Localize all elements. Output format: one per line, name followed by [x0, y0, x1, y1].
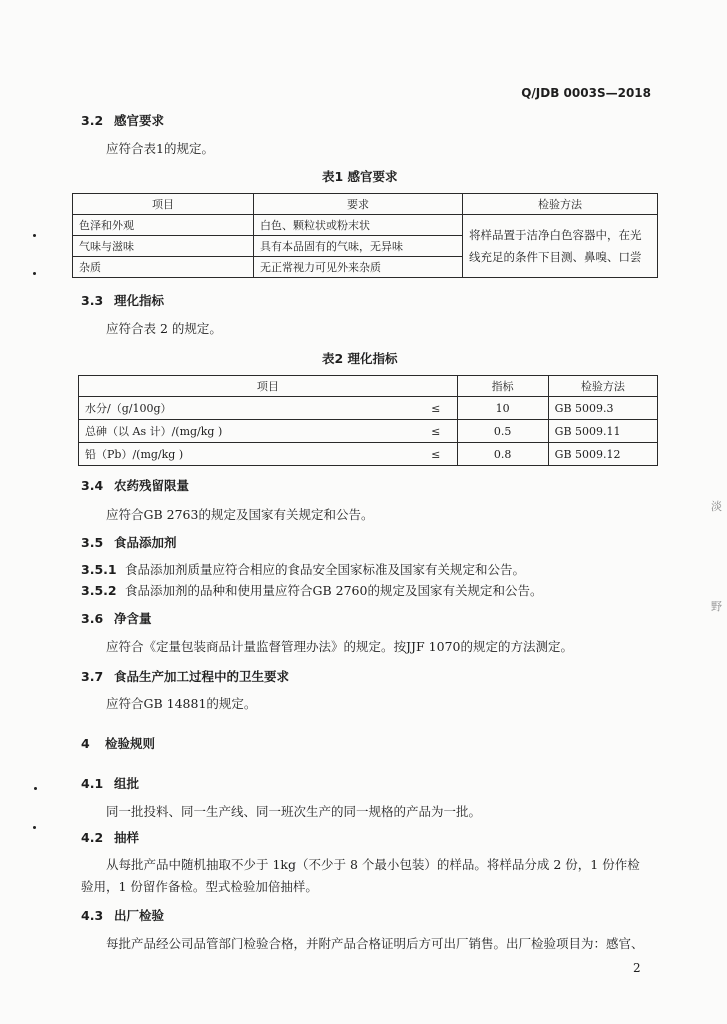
- section-title: 净含量: [114, 611, 152, 626]
- operator-cell: ≤: [415, 397, 458, 420]
- clause-3-5-1: [81, 560, 525, 578]
- section-title: 组批: [114, 776, 140, 791]
- section-4-1-heading: [81, 774, 139, 792]
- section-number: 4.1: [81, 776, 104, 791]
- test-method-cell: 将样品置于洁净白色容器中，在光线充足的条件下目测、鼻嗅、口尝: [463, 215, 658, 278]
- section-4-2-heading: [81, 828, 139, 846]
- clause-number: 3.5.1: [81, 562, 117, 577]
- clause-text: 食品添加剂质量应符合相应的食品安全国家标准及国家有关规定和公告。: [125, 562, 526, 577]
- sensory-requirements-table: [72, 193, 658, 278]
- section-title: 感官要求: [114, 113, 165, 128]
- section-title: 农药残留限量: [114, 478, 190, 493]
- section-3-3-heading: [81, 291, 164, 309]
- table-header-cell: 检验方法: [463, 194, 658, 215]
- section-3-4-text: 应符合GB 2763的规定及国家有关规定和公告。: [106, 507, 374, 522]
- table1-caption: 表1 感官要求: [322, 169, 398, 184]
- value-cell: 10: [457, 397, 548, 420]
- clause-number: 3.5.2: [81, 583, 117, 598]
- item-cell: 铅（Pb）/(mg/kg ): [79, 443, 415, 466]
- section-3-7-text: 应符合GB 14881的规定。: [106, 696, 257, 711]
- section-4-heading: [81, 734, 155, 752]
- clause-text: 食品添加剂的品种和使用量应符合GB 2760的规定及国家有关规定和公告。: [125, 583, 543, 598]
- value-cell: 0.8: [457, 443, 548, 466]
- section-4-3-text: 每批产品经公司品管部门检验合格，并附产品合格证明后方可出厂销售。出厂检验项目为：感官、: [106, 936, 644, 951]
- section-3-4-heading: [81, 476, 189, 494]
- scan-speck: [33, 234, 36, 237]
- table-cell: 具有本品固有的气味，无异味: [254, 236, 463, 257]
- table-cell: 气味与滋味: [73, 236, 254, 257]
- physicochemical-table: [78, 375, 658, 466]
- section-number: 4: [81, 736, 90, 751]
- method-cell: GB 5009.12: [548, 443, 657, 466]
- scan-speck: [33, 826, 36, 829]
- section-3-5-heading: [81, 533, 177, 551]
- section-title: 食品添加剂: [114, 535, 177, 550]
- section-3-6-heading: [81, 609, 152, 627]
- operator-cell: ≤: [415, 443, 458, 466]
- table-cell: 杂质: [73, 257, 254, 278]
- method-cell: GB 5009.3: [548, 397, 657, 420]
- section-number: 3.7: [81, 669, 104, 684]
- table-header-row: [73, 194, 658, 215]
- table-header-row: [79, 376, 658, 397]
- section-4-3-heading: [81, 906, 164, 924]
- section-number: 3.4: [81, 478, 104, 493]
- section-number: 3.3: [81, 293, 104, 308]
- table-row: [79, 397, 658, 420]
- table-header-cell: 要求: [254, 194, 463, 215]
- table-header-cell: 检验方法: [548, 376, 657, 397]
- section-title: 食品生产加工过程中的卫生要求: [114, 669, 290, 684]
- table-header-cell: 指标: [457, 376, 548, 397]
- clause-3-5-2: [81, 581, 542, 599]
- section-number: 4.3: [81, 908, 104, 923]
- table-header-cell: 项目: [79, 376, 458, 397]
- section-title: 出厂检验: [114, 908, 165, 923]
- section-3-7-heading: [81, 667, 289, 685]
- section-4-2-text: 从每批产品中随机抽取不少于 1kg（不少于 8 个最小包装）的样品。将样品分成 2 份，1 份作检验用，1 份留作备检。型式检验加倍抽样。: [81, 857, 640, 894]
- section-number: 3.5: [81, 535, 104, 550]
- scan-speck: [34, 787, 37, 790]
- section-title: 检验规则: [105, 736, 156, 751]
- table-row: [73, 215, 658, 236]
- edge-character: 野: [711, 600, 722, 613]
- section-3-3-text: 应符合表 2 的规定。: [106, 321, 222, 336]
- edge-character: 淡: [711, 500, 722, 513]
- table-cell: 无正常视力可见外来杂质: [254, 257, 463, 278]
- section-3-6-text: 应符合《定量包装商品计量监督管理办法》的规定。按JJF 1070的规定的方法测定。: [106, 639, 573, 654]
- section-number: 3.6: [81, 611, 104, 626]
- table-row: [79, 420, 658, 443]
- section-3-2-text: 应符合表1的规定。: [106, 141, 214, 156]
- section-title: 理化指标: [114, 293, 165, 308]
- table-row: [79, 443, 658, 466]
- section-title: 抽样: [114, 830, 140, 845]
- section-number: 4.2: [81, 830, 104, 845]
- item-cell: 总砷（以 As 计）/(mg/kg ): [79, 420, 415, 443]
- table2-caption: 表2 理化指标: [322, 351, 398, 366]
- section-4-1-text: 同一批投料、同一生产线、同一班次生产的同一规格的产品为一批。: [106, 804, 482, 819]
- value-cell: 0.5: [457, 420, 548, 443]
- table-cell: 白色、颗粒状或粉末状: [254, 215, 463, 236]
- scan-speck: [33, 272, 36, 275]
- section-number: 3.2: [81, 113, 104, 128]
- table-cell: 色泽和外观: [73, 215, 254, 236]
- document-code: Q/JDB 0003S—2018: [521, 86, 651, 100]
- method-cell: GB 5009.11: [548, 420, 657, 443]
- item-cell: 水分/（g/100g）: [79, 397, 415, 420]
- section-3-2-heading: [81, 111, 164, 129]
- table-header-cell: 项目: [73, 194, 254, 215]
- operator-cell: ≤: [415, 420, 458, 443]
- page-number: 2: [633, 961, 641, 975]
